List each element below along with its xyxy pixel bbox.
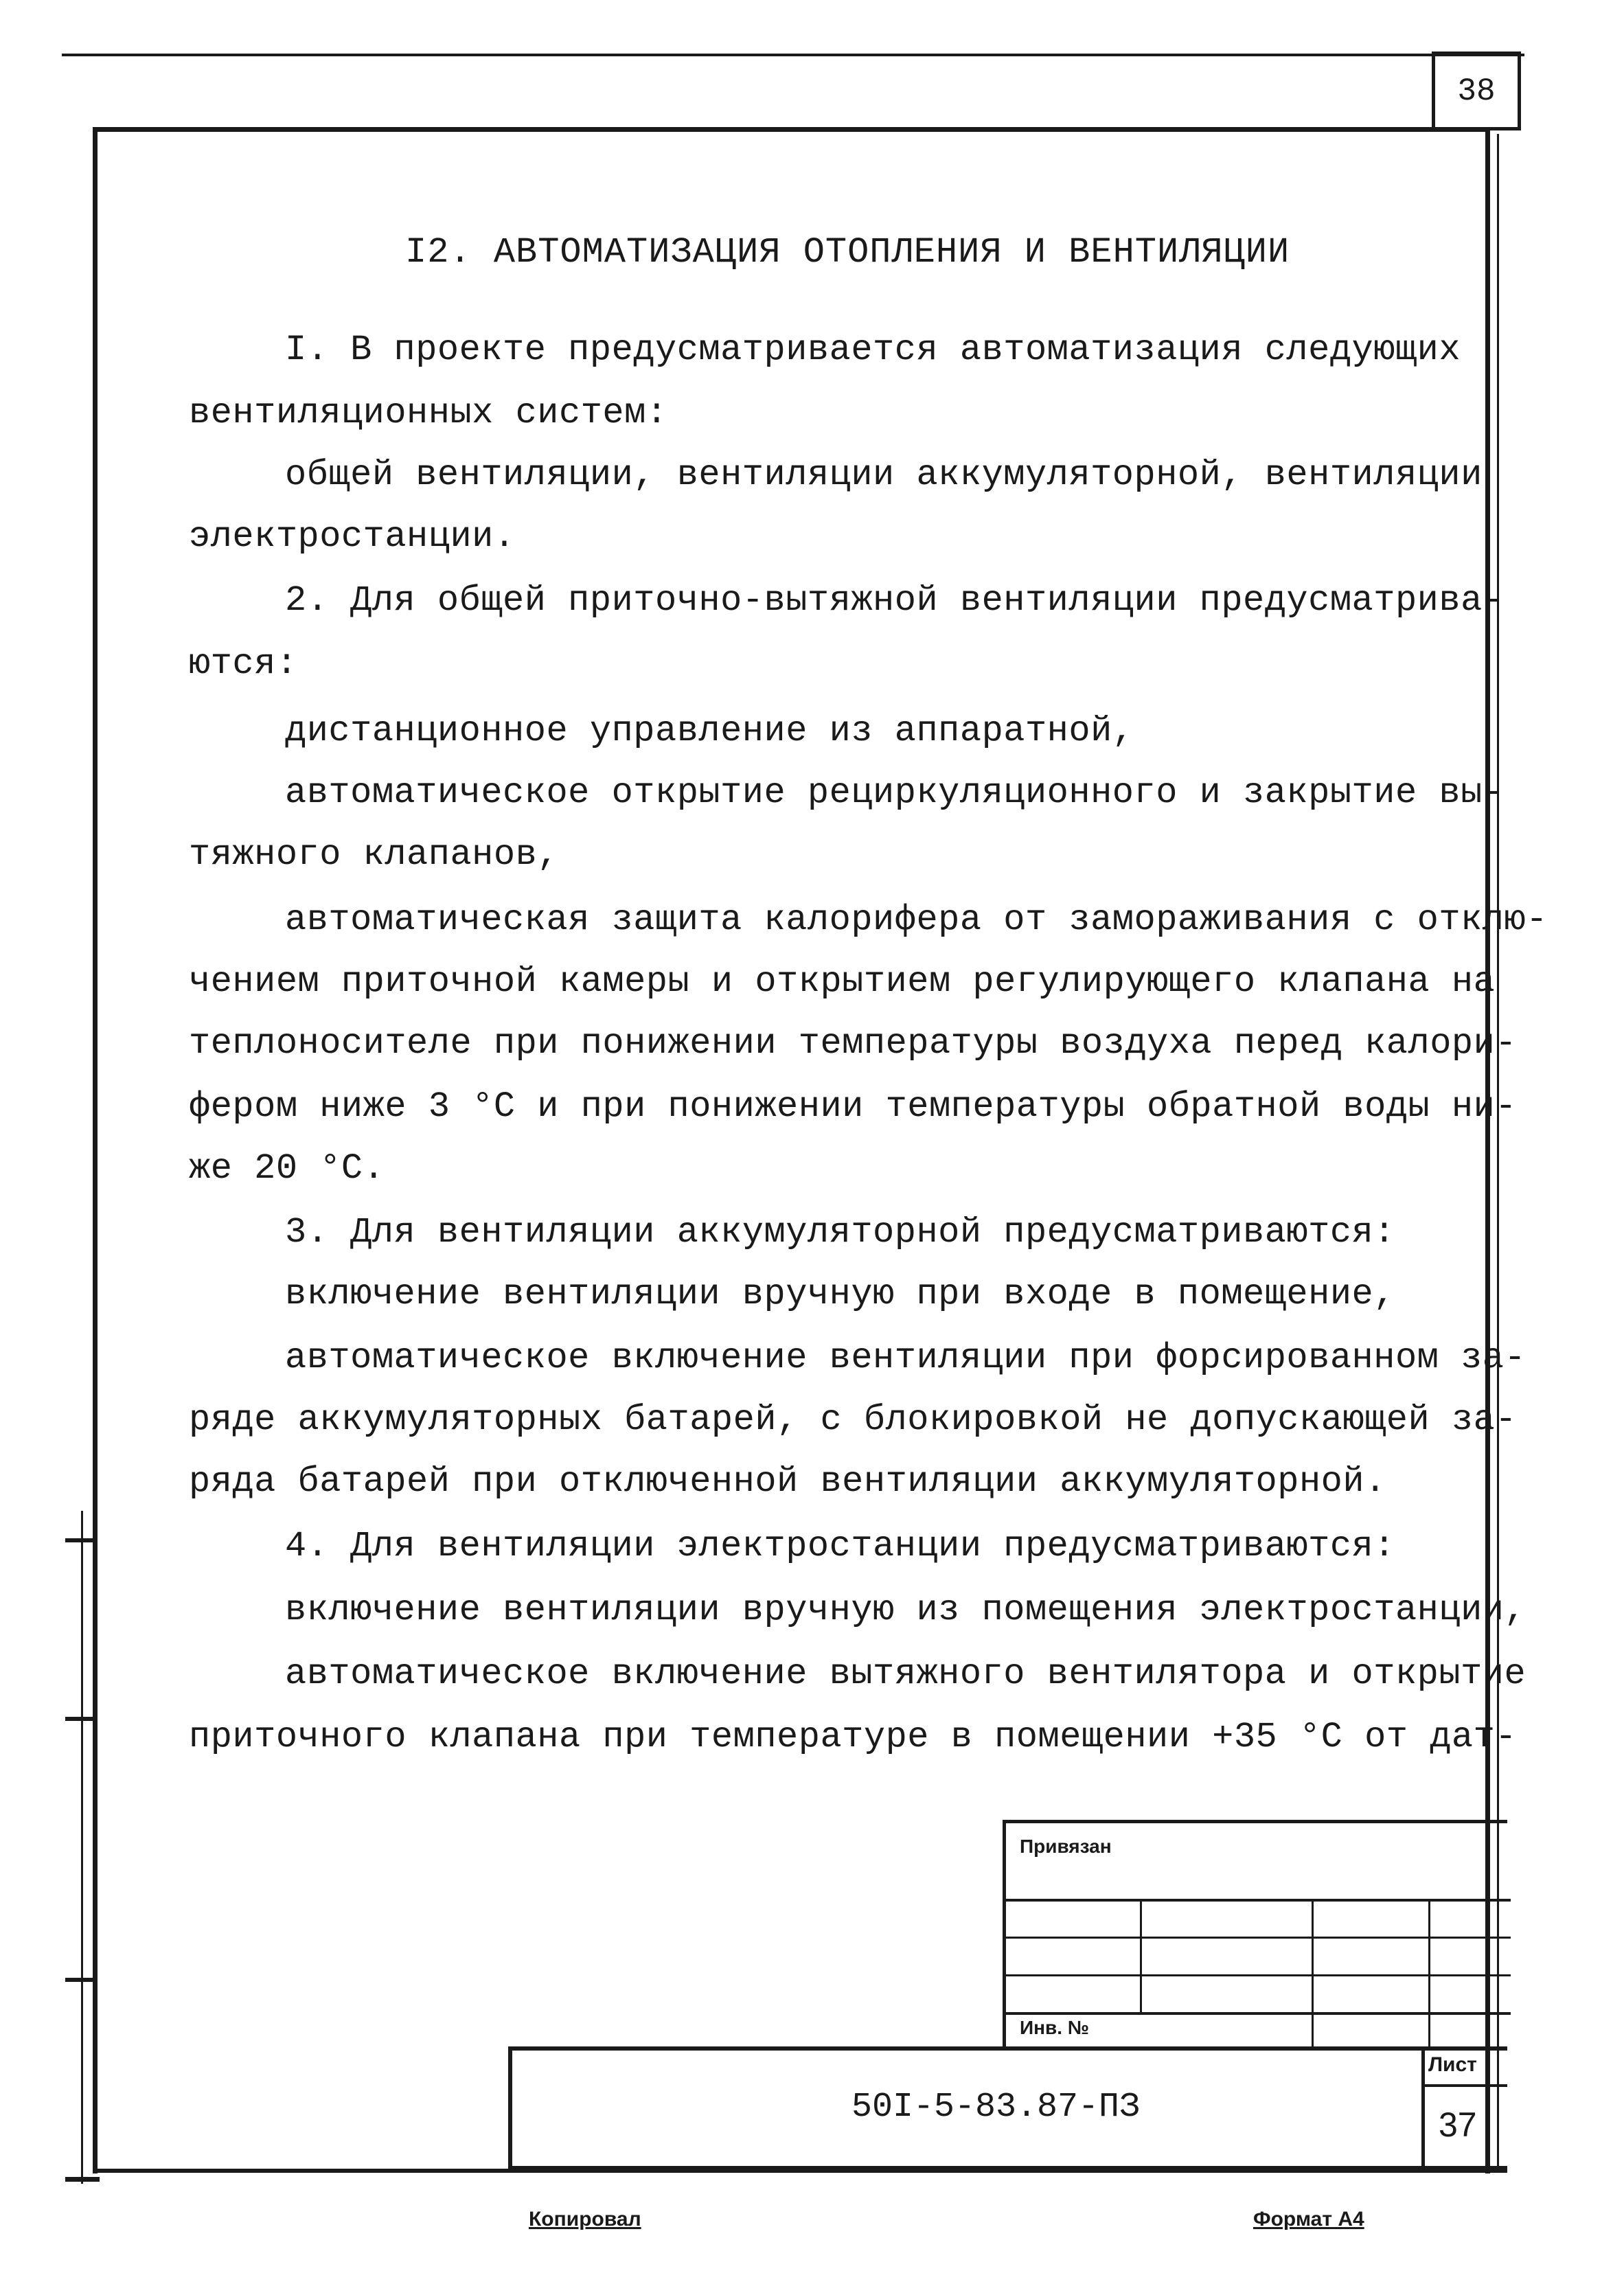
text-line-6: ются: <box>189 643 298 684</box>
page-number-tab <box>1432 52 1521 130</box>
top-edge-line <box>62 54 1524 56</box>
grid-hline <box>1006 1974 1511 1976</box>
text-line-12: теплоносителе при понижении температуры воздуха перед калори- <box>189 1023 1518 1064</box>
grid-vline <box>1140 1899 1142 2012</box>
text-line-7: дистанционное управление из аппаратной, <box>285 711 1134 751</box>
binding-tick <box>65 1978 93 1982</box>
text-line-4: электростанции. <box>189 516 516 557</box>
text-line-14: же 20 °С. <box>189 1148 385 1189</box>
sheet-label: Лист <box>1428 2053 1477 2076</box>
text-line-3: общей вентиляции, вентиляции аккумуляторной, вентиляции <box>285 455 1483 495</box>
text-line-9: тяжного клапанов, <box>189 834 559 875</box>
text-line-11: чением приточной камеры и открытием регулирующего клапана на <box>189 961 1496 1002</box>
text-line-16: включение вентиляции вручную при входе в помещение, <box>285 1274 1395 1314</box>
text-line-8: автоматическое открытие рециркуляционного и закрытие вы- <box>285 773 1505 813</box>
binding-tick <box>65 1717 93 1721</box>
text-line-10: автоматическая защита калорифера от замораживания с отклю- <box>285 900 1548 940</box>
text-line-13: фером ниже 3 °С и при понижении температуры обратной воды ни- <box>189 1086 1518 1127</box>
grid-hline <box>1006 2012 1511 2015</box>
text-line-20: 4. Для вентиляции электростанции предусматриваются: <box>285 1526 1395 1566</box>
text-line-22: автоматическое включение вытяжного вентилятора и открытие <box>285 1654 1526 1694</box>
grid-vline <box>1428 1899 1430 2050</box>
bottom-frame-line <box>93 2169 1507 2173</box>
section-heading: I2. АВТОМАТИЗАЦИЯ ОТОПЛЕНИЯ И ВЕНТИЛЯЦИИ <box>405 232 1290 273</box>
grid-hline <box>1006 1899 1511 1902</box>
footer-format: Формат А4 <box>1253 2208 1364 2230</box>
linked-label: Привязан <box>1020 1836 1112 1857</box>
text-line-23: приточного клапана при температуре в помещении +35 °С от дат- <box>189 1717 1518 1757</box>
sheet-number: 37 <box>1439 2105 1477 2144</box>
left-margin-line <box>81 1511 83 2184</box>
grid-hline <box>1006 1937 1511 1939</box>
linked-stamp-grid <box>1003 1820 1507 2046</box>
binding-tick <box>65 1538 93 1542</box>
grid-vline <box>1312 1899 1314 2050</box>
text-line-21: включение вентиляции вручную из помещения электростанции, <box>285 1590 1526 1630</box>
footer-copied: Копировал <box>529 2208 641 2230</box>
text-line-15: 3. Для вентиляции аккумуляторной предусматриваются: <box>285 1212 1395 1253</box>
text-line-1: I. В проекте предусматривается автоматизация следующих <box>285 330 1461 370</box>
page-number-top: 38 <box>1457 73 1496 109</box>
inv-number-label: Инв. № <box>1020 2017 1090 2038</box>
text-line-17: автоматическое включение вентиляции при форсированном за- <box>285 1338 1526 1378</box>
text-line-5: 2. Для общей приточно-вытяжной вентиляции предусматрива- <box>285 580 1505 621</box>
text-line-19: ряда батарей при отключенной вентиляции аккумуляторной. <box>189 1461 1386 1502</box>
document-code: 50I-5-83.87-ПЗ <box>851 2088 1141 2127</box>
sheet-divider <box>1421 2084 1507 2087</box>
text-line-2: вентиляционных систем: <box>189 393 668 433</box>
text-line-18: ряде аккумуляторных батарей, с блокировкой не допускающей за- <box>189 1400 1518 1440</box>
